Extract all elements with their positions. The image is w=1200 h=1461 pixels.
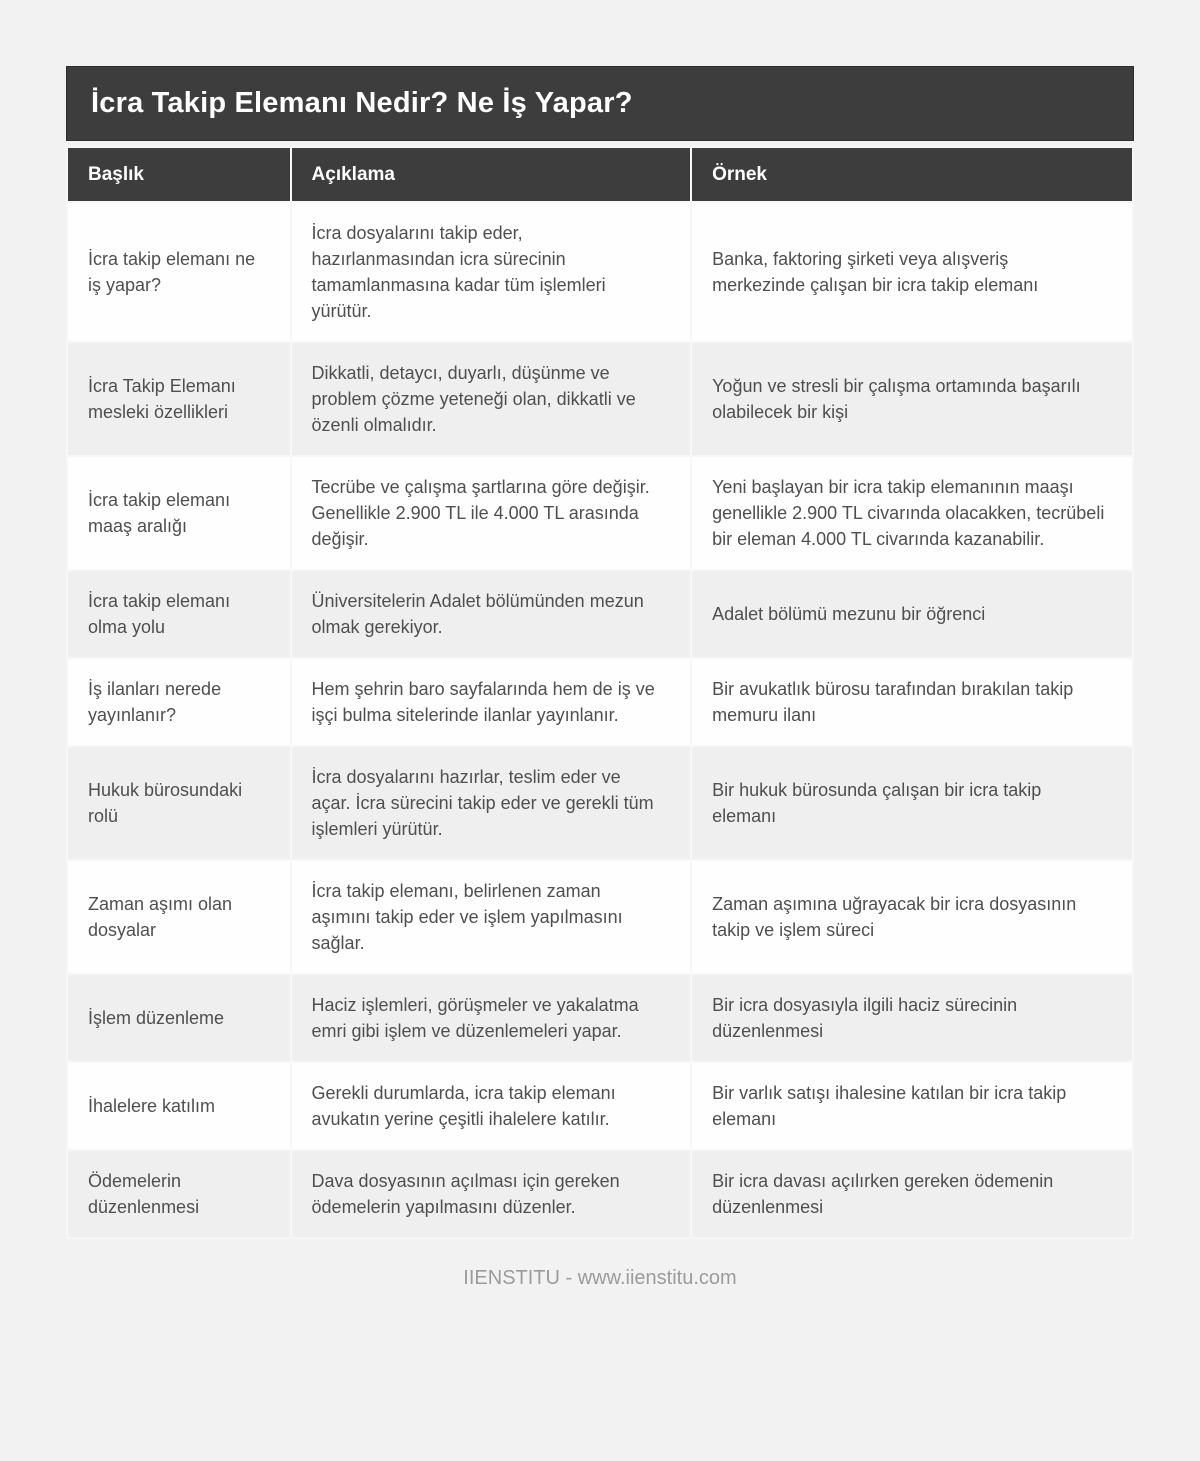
- cell-baslik: İhalelere katılım: [68, 1063, 290, 1149]
- column-header-aciklama: Açıklama: [292, 148, 691, 201]
- cell-aciklama: Dava dosyasının açılması için gereken ödemelerin yapılmasını düzenler.: [292, 1151, 691, 1237]
- table-header-row: [68, 148, 1132, 201]
- cell-aciklama: Gerekli durumlarda, icra takip elemanı avukatın yerine çeşitli ihalelere katılır.: [292, 1063, 691, 1149]
- cell-baslik: İcra takip elemanı ne iş yapar?: [68, 203, 290, 341]
- cell-baslik: İcra takip elemanı maaş aralığı: [68, 457, 290, 569]
- cell-ornek: Yeni başlayan bir icra takip elemanının maaşı genellikle 2.900 TL civarında olacakken, tecrübeli bir eleman 4.000 TL civarında kazanabilir.: [692, 457, 1132, 569]
- cell-aciklama: Dikkatli, detaycı, duyarlı, düşünme ve problem çözme yeteneği olan, dikkatli ve özenli olmalıdır.: [292, 343, 691, 455]
- cell-aciklama: Hem şehrin baro sayfalarında hem de iş ve işçi bulma sitelerinde ilanlar yayınlanır.: [292, 659, 691, 745]
- content-card: [66, 66, 1134, 1290]
- table-row: [68, 659, 1132, 745]
- cell-aciklama: Haciz işlemleri, görüşmeler ve yakalatma emri gibi işlem ve düzenlemeleri yapar.: [292, 975, 691, 1061]
- cell-ornek: Yoğun ve stresli bir çalışma ortamında başarılı olabilecek bir kişi: [692, 343, 1132, 455]
- page-title: İcra Takip Elemanı Nedir? Ne İş Yapar?: [91, 87, 633, 119]
- table-row: [68, 861, 1132, 973]
- cell-baslik: İcra Takip Elemanı mesleki özellikleri: [68, 343, 290, 455]
- table-row: [68, 203, 1132, 341]
- table-row: [68, 457, 1132, 569]
- footer-credit: IIENSTITU - www.iienstitu.com: [463, 1267, 737, 1289]
- cell-baslik: Zaman aşımı olan dosyalar: [68, 861, 290, 973]
- cell-aciklama: İcra dosyalarını hazırlar, teslim eder ve açar. İcra sürecini takip eder ve gerekli tüm işlemleri yürütür.: [292, 747, 691, 859]
- cell-baslik: İcra takip elemanı olma yolu: [68, 571, 290, 657]
- table-row: [68, 343, 1132, 455]
- table-row: [68, 975, 1132, 1061]
- cell-aciklama: Tecrübe ve çalışma şartlarına göre değişir. Genellikle 2.900 TL ile 4.000 TL arasında değişir.: [292, 457, 691, 569]
- cell-aciklama: İcra dosyalarını takip eder, hazırlanmasından icra sürecinin tamamlanmasına kadar tüm işlemleri yürütür.: [292, 203, 691, 341]
- cell-ornek: Banka, faktoring şirketi veya alışveriş merkezinde çalışan bir icra takip elemanı: [692, 203, 1132, 341]
- title-bar: [66, 66, 1134, 141]
- cell-baslik: İş ilanları nerede yayınlanır?: [68, 659, 290, 745]
- cell-baslik: Hukuk bürosundaki rolü: [68, 747, 290, 859]
- cell-ornek: Adalet bölümü mezunu bir öğrenci: [692, 571, 1132, 657]
- cell-aciklama: Üniversitelerin Adalet bölümünden mezun olmak gerekiyor.: [292, 571, 691, 657]
- cell-ornek: Zaman aşımına uğrayacak bir icra dosyasının takip ve işlem süreci: [692, 861, 1132, 973]
- cell-ornek: Bir icra davası açılırken gereken ödemenin düzenlenmesi: [692, 1151, 1132, 1237]
- cell-baslik: Ödemelerin düzenlenmesi: [68, 1151, 290, 1237]
- table-row: [68, 1063, 1132, 1149]
- table-row: [68, 571, 1132, 657]
- data-table: [66, 146, 1134, 1239]
- column-header-baslik: Başlık: [68, 148, 290, 201]
- column-header-ornek: Örnek: [692, 148, 1132, 201]
- cell-ornek: Bir icra dosyasıyla ilgili haciz sürecinin düzenlenmesi: [692, 975, 1132, 1061]
- table-row: [68, 747, 1132, 859]
- cell-ornek: Bir varlık satışı ihalesine katılan bir icra takip elemanı: [692, 1063, 1132, 1149]
- cell-baslik: İşlem düzenleme: [68, 975, 290, 1061]
- cell-aciklama: İcra takip elemanı, belirlenen zaman aşımını takip eder ve işlem yapılmasını sağlar.: [292, 861, 691, 973]
- cell-ornek: Bir avukatlık bürosu tarafından bırakılan takip memuru ilanı: [692, 659, 1132, 745]
- cell-ornek: Bir hukuk bürosunda çalışan bir icra takip elemanı: [692, 747, 1132, 859]
- table-row: [68, 1151, 1132, 1237]
